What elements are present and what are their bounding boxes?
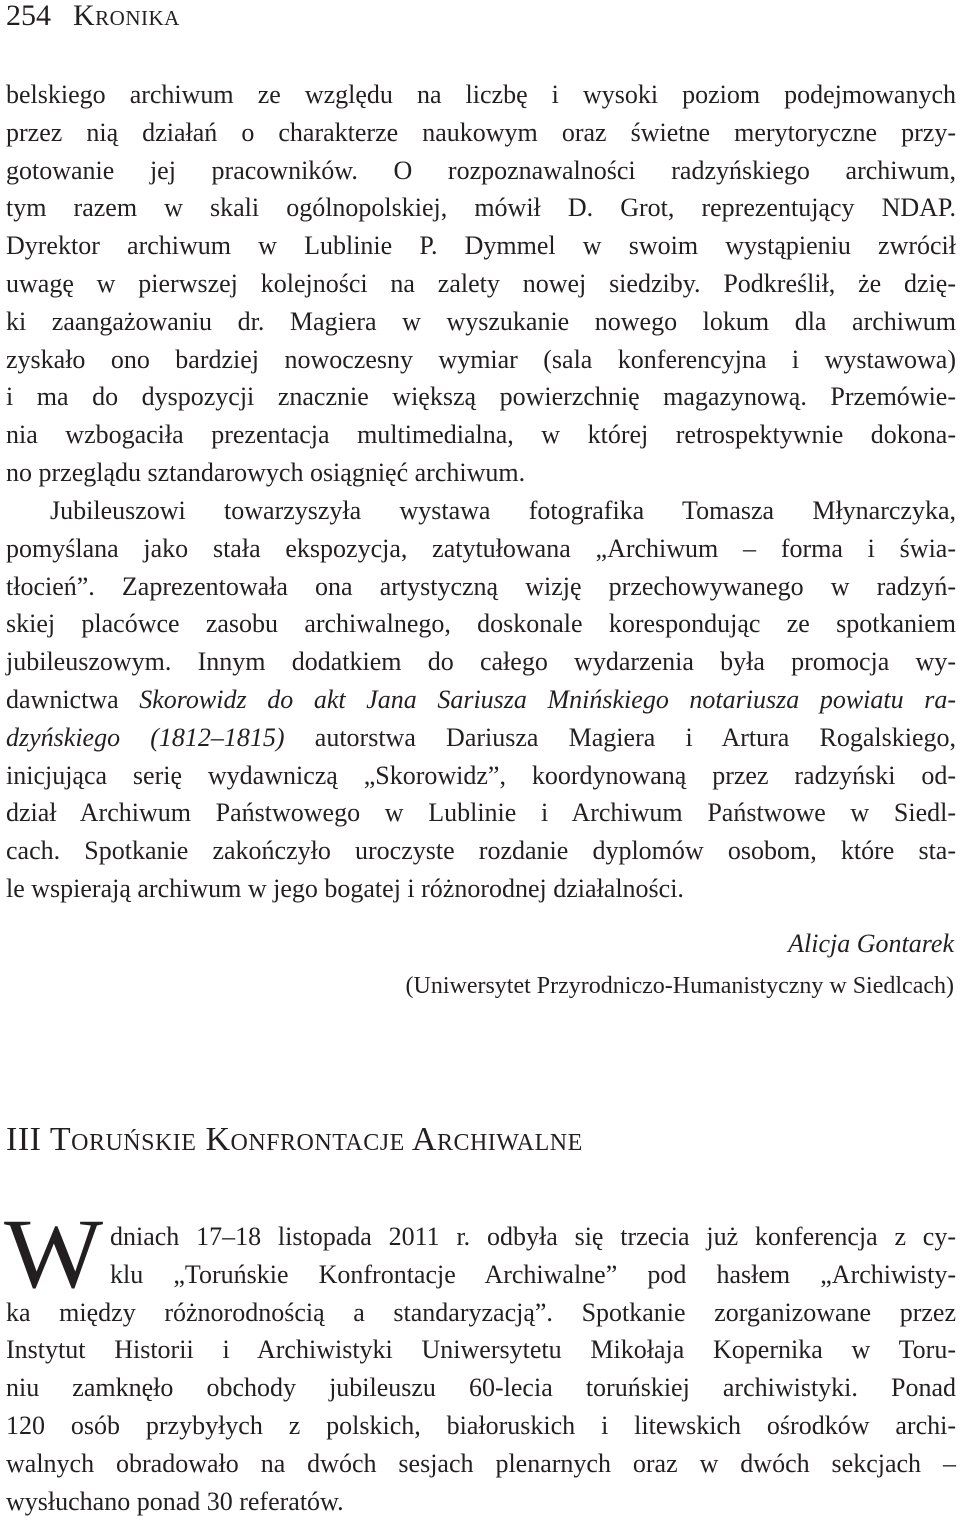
paragraph-1 <box>6 76 956 492</box>
text-line: walnych obradowało na dwóch sesjach plenarnych oraz w dwóch sekcjach – <box>6 1448 956 1478</box>
text-run: autorstwa Dariusza Magiera i Artura Rogalskiego, <box>284 722 956 752</box>
text-line: ka między różnorodnością a standaryzacją”. Spotkanie zorganizowane przez <box>6 1297 956 1327</box>
text-line: jubileuszowym. Innym dodatkiem do całego wydarzenia była promocja wy- <box>6 647 956 677</box>
page-number: 254 <box>6 0 51 32</box>
text-line: Dyrektor archiwum w Lublinie P. Dymmel w swoim wystąpieniu zwrócił <box>6 231 956 261</box>
text-line: niu zamknęło obchody jubileuszu 60-lecia toruńskiej archiwistyki. Ponad <box>6 1373 956 1403</box>
book-title-italic: Skorowidz do akt Jana Sariusza Mnińskiego notariusza powiatu ra- <box>139 684 956 714</box>
text-line: ki zaangażowaniu dr. Magiera w wyszukanie nowego lokum dla archiwum <box>6 306 956 336</box>
author-name: Alicja Gontarek <box>788 929 954 958</box>
text-line: no przeglądu sztandarowych osiągnięć archiwum. <box>6 457 526 487</box>
text-line: klu „Toruńskie Konfrontacje Archiwalne” pod hasłem „Archiwisty- <box>110 1259 956 1289</box>
text-line: 120 osób przybyłych z polskich, białoruskich i litewskich ośrodków archi- <box>6 1410 956 1440</box>
text-line: Instytut Historii i Archiwistyki Uniwersytetu Mikołaja Kopernika w Toru- <box>6 1335 956 1365</box>
text-line: i ma do dyspozycji znacznie większą powierzchnię magazynową. Przemówie- <box>6 382 956 412</box>
text-line: wysłuchano ponad 30 referatów. <box>6 1486 344 1516</box>
text-line: skiej placówce zasobu archiwalnego, doskonale korespondując ze spotkaniem <box>6 609 956 639</box>
text-run: dawnictwa <box>6 684 140 714</box>
running-title: Kronika <box>73 0 180 32</box>
running-header <box>6 0 180 34</box>
text-line <box>6 681 956 719</box>
section-heading: III Toruńskie Konfrontacje Archiwalne <box>6 1121 583 1158</box>
text-line: Jubileuszowi towarzyszyła wystawa fotografika Tomasza Młynarczyka, <box>50 496 956 525</box>
text-line: zyskało ono bardziej nowoczesny wymiar (sala konferencyjna i wystawowa) <box>6 344 956 374</box>
text-line: belskiego archiwum ze względu na liczbę i wysoki poziom podejmowanych <box>6 80 956 109</box>
text-line: nia wzbogaciła prezentacja multimedialna, w której retrospektywnie dokona- <box>6 420 956 450</box>
text-line: le wspierają archiwum w jego bogatej i różnorodnej działalności. <box>6 873 684 903</box>
text-line: gotowanie jej pracowników. O rozpoznawalności radzyńskiego archiwum, <box>6 155 956 185</box>
text-line: tłocień”. Zaprezentowała ona artystyczną wizję przechowywanego w radzyń- <box>6 571 956 601</box>
text-line: inicjująca serię wydawniczą „Skorowidz”, koordynowaną przez radzyński od- <box>6 760 956 790</box>
author-affiliation: (Uniwersytet Przyrodniczo-Humanistyczny w Siedlcach) <box>405 973 954 999</box>
text-line <box>6 719 956 757</box>
drop-cap: W <box>4 1198 104 1309</box>
text-line: dział Archiwum Państwowego w Lublinie i Archiwum Państwowe w Siedl- <box>6 798 956 828</box>
text-line: pomyślana jako stała ekspozycja, zatytułowana „Archiwum – forma i świa- <box>6 533 956 563</box>
text-line: tym razem w skali ogólnopolskiej, mówił D. Grot, reprezentujący NDAP. <box>6 193 956 223</box>
text-line: dniach 17–18 listopada 2011 r. odbyła się trzecia już konferencja z cy- <box>110 1222 956 1251</box>
paragraph-2 <box>6 492 956 908</box>
book-title-italic: dzyńskiego (1812–1815) <box>6 722 285 752</box>
text-line: przez nią działań o charakterze naukowym oraz świetne merytoryczne przy- <box>6 117 956 147</box>
text-line: cach. Spotkanie zakończyło uroczyste rozdanie dyplomów osobom, które sta- <box>6 836 956 866</box>
text-line: uwagę w pierwszej kolejności na zalety nowej siedziby. Podkreślił, że dzię- <box>6 268 956 298</box>
paragraph-3 <box>6 1218 956 1520</box>
